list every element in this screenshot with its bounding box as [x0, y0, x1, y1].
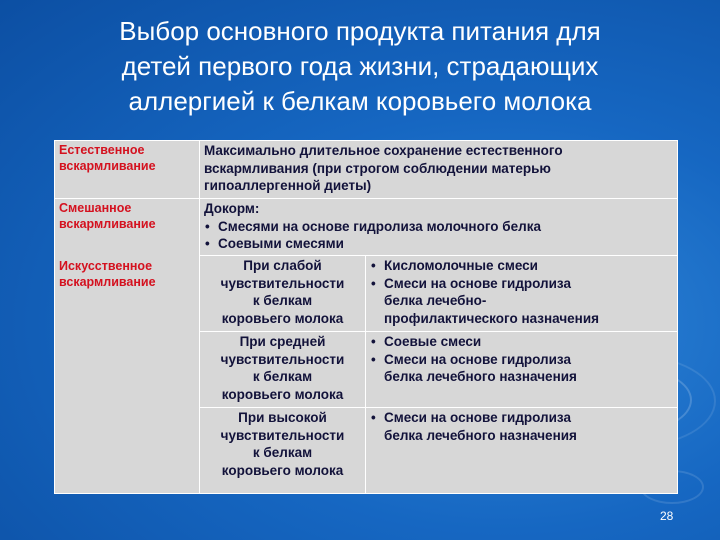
table-row: [55, 141, 678, 199]
feeding-type-artificial: Искусственное вскармливание: [59, 259, 156, 289]
bullet-icon: •: [371, 410, 376, 425]
feeding-type-cell: [55, 199, 200, 494]
list-item: • Кисломолочные смеси: [371, 258, 538, 273]
supplement-heading: Докорм:: [204, 201, 260, 216]
title-line: Выбор основного продукта питания для: [119, 16, 601, 46]
list-item: • Смеси на основе гидролиза белка лечебного назначения: [371, 410, 577, 443]
sensitivity-medium-cell: При средней чувствительности к белкам коровьего молока: [200, 332, 366, 408]
sensitivity-low-cell: При слабой чувствительности к белкам коровьего молока: [200, 256, 366, 332]
list-item: • Соевые смеси: [371, 334, 482, 349]
feeding-type-mixed: Смешанное вскармливание: [59, 201, 156, 231]
table-row: [55, 199, 678, 256]
page-number: 28: [660, 509, 674, 523]
title-line: детей первого года жизни, страдающих: [121, 51, 599, 81]
bullet-icon: •: [371, 351, 376, 367]
bullet-icon: •: [371, 258, 376, 273]
list-item: • Смеси на основе гидролиза белка лечебно- профилактического назначения: [371, 275, 599, 326]
list-item: • Смесями на основе гидролиза молочного белка: [205, 218, 541, 234]
products-medium-cell: [366, 332, 678, 408]
natural-feeding-recommendation: Максимально длительное сохранение естественного вскармливания (при строгом соблюдении матерью гипоаллергенной диеты): [200, 141, 678, 199]
bullet-icon: •: [205, 218, 210, 234]
bullet-icon: •: [371, 275, 376, 291]
bullet-icon: •: [205, 236, 210, 251]
products-low-cell: [366, 256, 678, 332]
feeding-type-natural: Естественное вскармливание: [59, 143, 156, 173]
sensitivity-high-cell: При высокой чувствительности к белкам коровьего молока: [200, 408, 366, 494]
feeding-table: [54, 140, 678, 494]
list-item: • Смеси на основе гидролиза белка лечебного назначения: [371, 351, 577, 384]
supplement-cell: [200, 199, 678, 256]
slide-title: [40, 14, 680, 119]
feeding-type-cell: [55, 141, 200, 199]
products-high-cell: [366, 408, 678, 494]
title-line: аллергией к белкам коровьего молока: [128, 86, 592, 116]
bullet-icon: •: [371, 334, 376, 349]
list-item: • Соевыми смесями: [205, 236, 344, 251]
